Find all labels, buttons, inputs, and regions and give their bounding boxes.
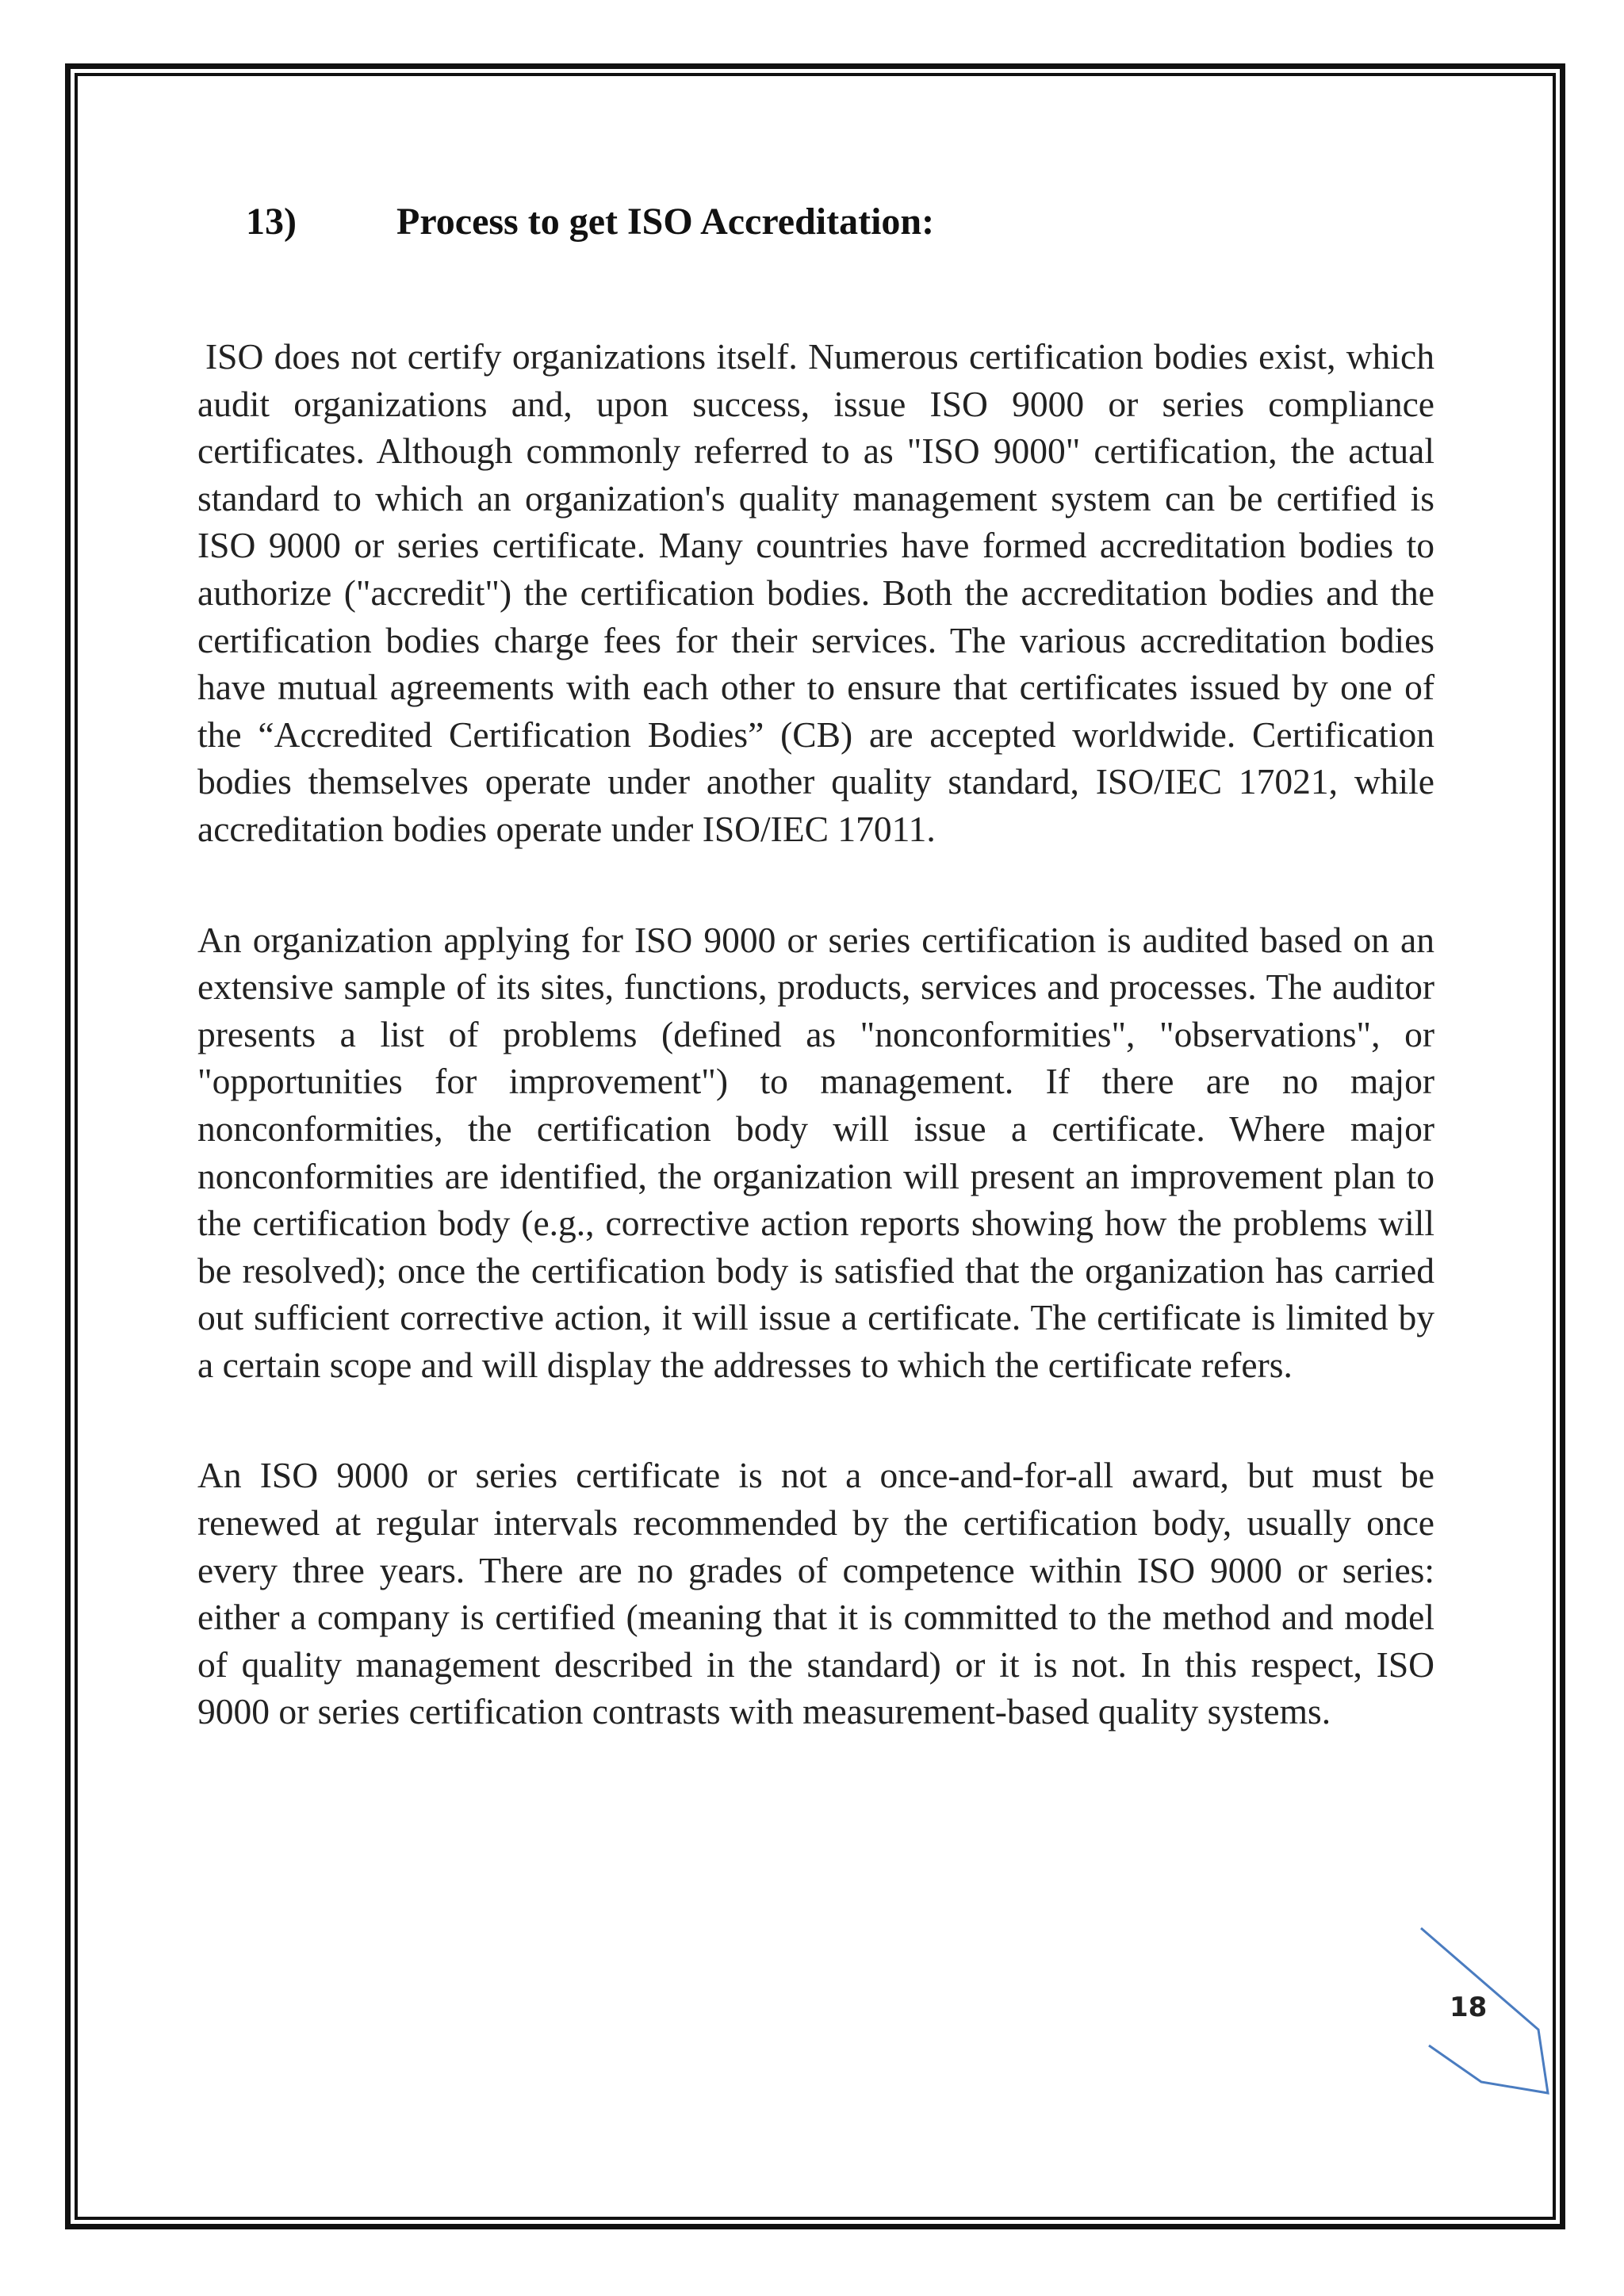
paragraph-certification-bodies: ISO does not certify organizations itself. Numerous certification bodies exist, which audit organizations and, upon success, issue ISO 9000 or series compliance certificates. Although commonly referred to as "ISO 9000" certification, the actual standard to which an organization's quality management system can be certified is ISO 9000 or series certificate. Many countries have formed accreditation bodies to authorize ("accredit") the certification bodies. Both the accreditation bodies and the certification bodies charge fees for their services. The various accreditation bodies have mutual agreements with each other to ensure that certificates issued by one of the “Accredited Certification Bodies” (CB) are accepted worldwide. Certification bodies themselves operate under another quality standard, ISO/IEC 17021, while accreditation bodies operate under ISO/IEC 17011. (197, 336, 1434, 849)
page-number-tab-icon (1419, 1927, 1562, 2101)
page-number: 18 (1450, 1992, 1488, 2023)
section-number: 13) (246, 201, 297, 243)
section-title: Process to get ISO Accreditation: (396, 201, 935, 243)
paragraph-audit-process: An organization applying for ISO 9000 or series certification is audited based on an extensive sample of its sites, functions, products, services and processes. The auditor presents a list of problems (defined as "nonconformities", "observations", or "opportunities for improvement") to management. If there are no major nonconformities, the certification body will issue a certificate. Where major nonconformities are identified, the organization will present an improvement plan to the certification body (e.g., corrective action reports showing how the problems will be resolved); once the certification body is satisfied that the organization has carried out sufficient corrective action, it will issue a certificate. The certificate is limited by a certain scope and will display the addresses to which the certificate refers. (197, 919, 1434, 1385)
body-text (197, 333, 1434, 1799)
paragraph-renewal: An ISO 9000 or series certificate is not a once-and-for-all award, but must be renewed at regular intervals recommended by the certification body, usually once every three years. There are no grades of competence within ISO 9000 or series: either a company is certified (meaning that it is committed to the method and model of quality management described in the standard) or it is not. In this respect, ISO 9000 or series certification contrasts with measurement-based quality systems. (197, 1455, 1434, 1732)
